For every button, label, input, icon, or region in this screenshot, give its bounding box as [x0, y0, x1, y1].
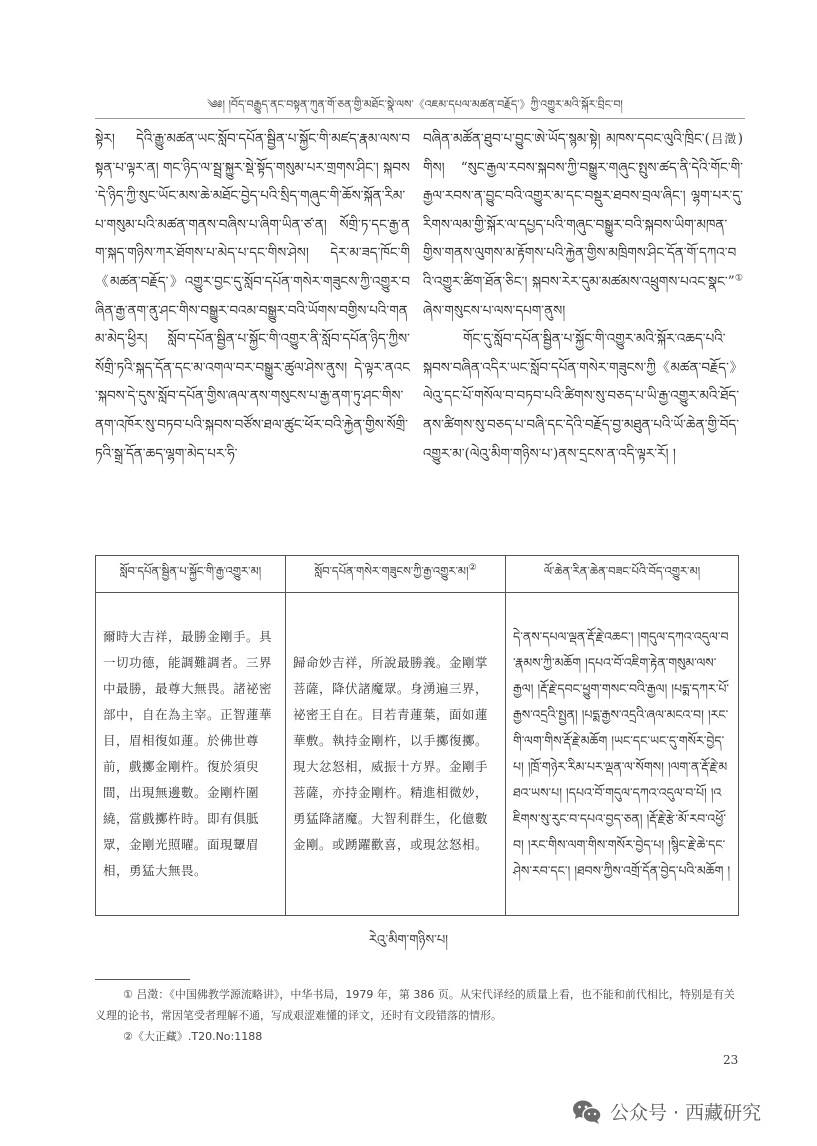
paragraph-text: བཞིན་མཚོན་ཐུབ་པ་བྱུང་ཨེ་ཡོད་སྙམ་སྟེ། མཁས་དབང་ལུའི་ཁྲིང་(: [423, 131, 710, 147]
wechat-icon: [572, 1099, 602, 1125]
page-number: 23: [723, 1053, 739, 1067]
footnote-2: ②《大正藏》.T20.No:1188: [123, 1030, 263, 1043]
body-right-column: [423, 125, 743, 468]
paragraph-text: ཞེས་གསུངས་པ་ལས་དཔག་ནུས།: [423, 302, 566, 319]
body-paragraph-right-2: གོང་དུ་སློབ་དཔོན་སྦྱིན་པ་སྐྱོང་གི་འགྱུར་མའི་སྐོར་འཆད་པའི་སྐབས་བཞིན་འདིར་ཡང་སློབ་དཔོན་གསེར་གཟུངས་ཀྱི《མཚན་བརྗོད་》ལེའུ་དང་པོ་གསོལ་བ་བཏབ་པའི་ཚིགས་སུ་བཅད་པ་ཡི་རྒྱ་འགྱུར་མའི་ཐོད་ནས་ཚིགས་སུ་བཅད་པ་བཞི་དང་དེའི་བརྗོད་བྱ་མཐུན་པའི་ཡོ་ཆེན་གྱི་བོད་འགྱུར་མ་(ལེའུ་མིག་གཉིས་པ་)ནས་དྲངས་ན་འདི་ལྟར་རོ། །: [423, 331, 743, 462]
table-header-cell: [286, 556, 506, 593]
table-cell-tibetan: དེ་ནས་དཔལ་ལྡན་རྡོ་རྗེ་འཆང་། །གདུལ་དཀའ་འདུལ་བ་རྣམས་ཀྱི་མཆོག །དཔའ་བོ་འཇིག་རྟེན་གསུམ་ལས་རྒྱལ། །རྡོ་རྗེ་དབང་ཕྱུག་གསང་བའི་རྒྱལ། །པདྨ་དཀར་པོ་རྒྱས་འདྲའི་སྤྱན། །པདྨ་རྒྱས་འདྲའི་ཞལ་མངའ་བ། །རང་གི་ལག་གིས་རྡོ་རྗེ་མཆོག །ཡང་དང་ཡང་དུ་གསོར་བྱེད་པ། །ཁྲོ་གཉེར་རིམ་པར་ལྡན་ལ་སོགས། །ལག་ན་རྡོ་རྗེ་མཐའ་ཡས་པ། །དཔའ་བོ་གདུལ་དཀའ་འདུལ་བ་པོ། །འཇིགས་སུ་རུང་བ་དཔའ་བྱད་ཅན། །རྡོ་རྗེ་རྩེ་མོ་རབ་འཕྱོ་བ། །རང་གིས་ལག་གིས་གསོར་བྱེད་པ། །སྙིང་རྗེ་ཆེ་དང་ཤེས་རབ་དང་། །ཐབས་ཀྱིས་འགྲོ་དོན་བྱེད་པའི་མཆོག །: [506, 593, 739, 916]
body-left-column: [95, 125, 410, 468]
table-header-cell: ལོ་ཆེན་རིན་ཆེན་བཟང་པོའི་བོད་འགྱུར་མ།: [506, 556, 739, 593]
comparison-table: [95, 555, 739, 916]
footnote-ref-2[interactable]: ②: [468, 562, 477, 573]
author-name-chinese: 吕澂: [709, 132, 738, 146]
table-row: [96, 593, 739, 916]
table-caption: རེའུ་མིག་གཉིས་པ།: [368, 933, 449, 948]
quotation-text: )གིས། “སུང་རྒྱལ་རབས་སྐབས་ཀྱི་བསྒྱུར་གཞུང་སྤུས་ཚད་ནི་དེའི་གོང་གི་རྒྱལ་རབས་ན་བྱུང་བའི་འགྱུར་མ་དང་བསྡུར་ཐབས་བྲལ་ཞིང་། ལྷག་པར་དུ་རིགས་ལམ་གྱི་སྐོར་ལ་དཔྱད་པའི་གཞུང་བསྒྱུར་བའི་སྐབས་ཡིག་མཁན་གྱིས་གནས་ལུགས་མ་རྟོགས་པའི་རྐྱེན་གྱིས་མཁྲིགས་ཤིང་དོན་གོ་དཀའ་བའི་འགྱུར་ཚིག་ཐོན་ཅིང་། སྐབས་རེར་དུམ་མཚམས་འཕྲུགས་པའང་སྣང་”: [423, 131, 743, 290]
body-paragraph-left: སྟེར། དེའི་རྒྱུ་མཚན་ཡང་སློབ་དཔོན་སྦྱིན་པ་སྐྱོང་གི་མཛད་རྣམ་ལས་བསྟན་པ་ལྟར་ན། གང་ཉིད་ལ་སྦྲ་སྐྱུར་སྡེ་སྟོད་གསུམ་པར་གྲགས་ཤིང་། སྐབས་དེ་ཉིད་ཀྱི་སུང་ཡོང་མས་ཆེ་མཐོང་བྱེད་པའི་སྲིད་གཞུང་གི་ཆོས་སྐོན་རིམ་པ་གསུམ་པའི་མཚན་གནས་བཞིས་པ་ཞིག་ཡིན་ཙ་ན། སོགྲི་ཏ་དང་རྒྱ་ནག་སྐད་གཉིས་ཀར་ཐོགས་པ་མེད་པ་དང་གིས་ཤེས། དེར་མ་ཟད་ཁོང་གི《མཚན་བརྗོད་》འགྱུར་བྱང་དུ་སློབ་དཔོན་གསེར་གཟུངས་ཀྱི་འགྱུར་བཞིན་རྒྱ་ནག་ནུ་ཤང་གིས་བསྒྱུར་བའམ་བསྒྱུར་བའི་ཡོགས་བགྱིས་པའི་གནམ་མེད་ཕྱིར། སློབ་དཔོན་སྦྱིན་པ་སྐྱོང་གི་འགྱུར་ནི་སློབ་དཔོན་ཉིད་ཀྱིས་སོགྲི་ཏའི་སྐད་དོན་དང་མ་འགལ་བར་བསྒྱུར་ཚུལ་ཤེས་ནུས། དེ་ལྟར་ནའང་སྐབས་དེ་དུས་སློབ་དཔོན་གྱིས་ཞལ་ནས་གསུངས་པ་རྒྱ་ནག་ཏུ་ཤང་གིས་ནག་འཁོར་སུ་བཏབ་པའི་སྐབས་བཙོས་ཐལ་ཚུང་ཕོར་བའི་རྐྱེན་གྱིས་སོགྲི་ཏའི་སྒྲ་དོན་ཆད་ལྷག་མེད་པར་ཧི་: [95, 131, 410, 462]
table-header-cell: སློབ་དཔོན་སྦྱིན་པ་སྐྱོང་གི་རྒྱ་འགྱུར་མ།: [96, 556, 286, 593]
table-cell-chinese-2: 歸命妙吉祥，所說最勝義。金剛掌菩薩，降伏諸魔眾。身湧遍三界，祕密王自在。目若青蓮葉，面如蓮華敷。執持金剛杵，以手擲復擲。現大忿怒相，威振十方界。金剛手菩薩，亦持金剛杵。精進相微妙，勇猛降諸魔。大智利群生，化億數金剛。或踴躍歡喜，或現忿怒相。: [286, 593, 506, 916]
watermark-text: 公众号 · 西藏研究: [610, 1102, 762, 1124]
footnotes: [95, 984, 745, 1047]
watermark: [572, 1098, 761, 1125]
header-text: སློབ་དཔོན་གསེར་གཟུངས་ཀྱི་རྒྱ་འགྱུར་མ།: [314, 563, 469, 578]
body-paragraph-right-1: [423, 125, 743, 325]
header-rule: [95, 118, 745, 119]
running-head: ༄༅། །བོད་བརྒྱུད་ནང་བསྟན་ཀུན་གོ་ཅན་གྱི་མཐོང་སྣེ་ལས་《འཇམ་དཔལ་མཚན་བརྗོད་》ཀྱི་འགྱུར་མའི་སྐོར་བྲིང་བ།: [207, 98, 623, 111]
footnote-rule: [95, 979, 190, 980]
table-cell-chinese-1: 爾時大吉祥，最勝金剛手。具一切功德，能調難調者。三界中最勝，最尊大無畏。諸祕密部中，自在為主宰。正智蓮華目，眉相復如蓮。於佛世尊前，戲擲金剛杵。復於須臾間，出現無邊數。金剛杵圍繞，當戲擲杵時。即有俱胝眾，金剛光照曜。面現顰眉相，勇猛大無畏。: [96, 593, 286, 916]
table-header-row: [96, 556, 739, 593]
footnote-ref-1[interactable]: ①: [734, 273, 743, 284]
footnote-1: ① 吕澂：《中国佛教学源流略讲》，中华书局，1979 年，第 386 页。从宋代译经的质量上看，也不能和前代相比，特别是有关义理的论书，常因笔受者理解不通，写成艰涩难懂的译文，还时有文段错落的情形。: [95, 988, 735, 1022]
